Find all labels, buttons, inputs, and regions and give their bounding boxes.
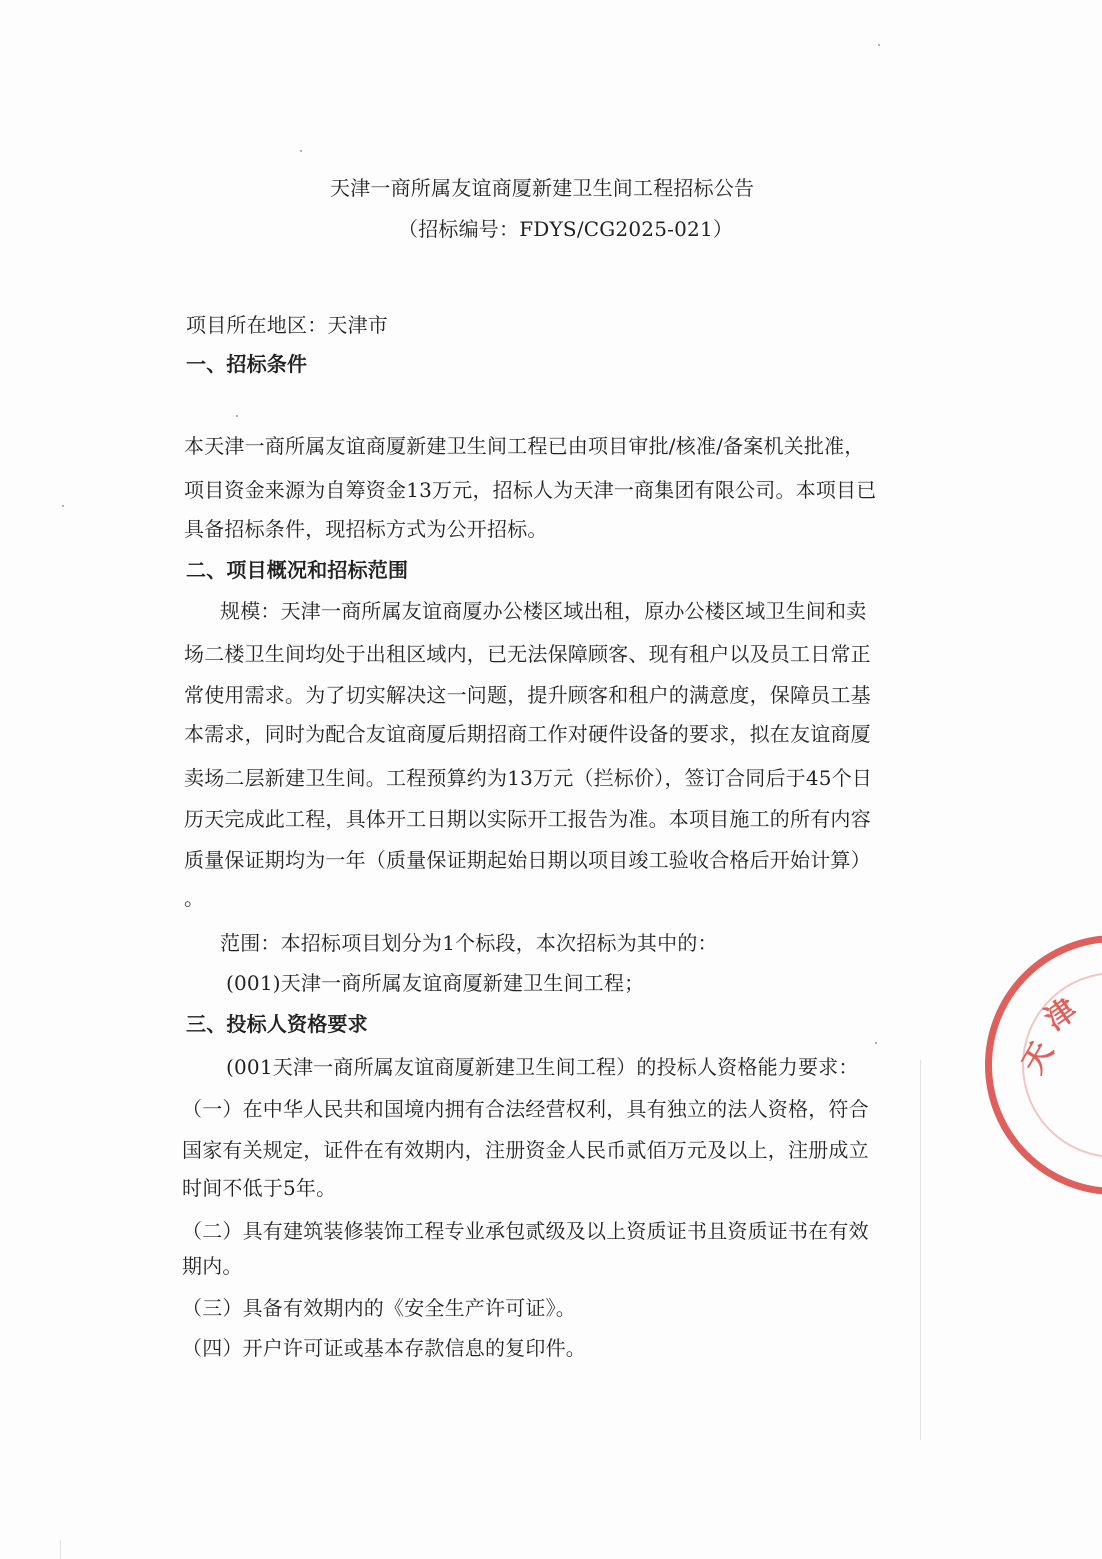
paragraph-line: 质量保证期均为一年（质量保证期起始日期以项目竣工验收合格后开始计算） (184, 848, 871, 872)
requirement-line: （四）开户许可证或基本存款信息的复印件。 (182, 1336, 586, 1360)
document-subtitle: （招标编号：FDYS/CG2025-021） (398, 217, 734, 241)
paragraph-line: 规模：天津一商所属友谊商厦办公楼区域出租，原办公楼区域卫生间和卖 (220, 599, 867, 623)
official-seal-stamp (985, 935, 1102, 1195)
seal-char: 天 (1015, 1036, 1061, 1080)
paragraph-line: 常使用需求。为了切实解决这一问题，提升顾客和租户的满意度，保障员工基 (184, 683, 871, 707)
section-heading-conditions: 一、招标条件 (186, 352, 308, 376)
scan-speck (300, 150, 302, 152)
section-heading-overview: 二、项目概况和招标范围 (186, 558, 409, 582)
lot-line: (001)天津一商所属友谊商厦新建卫生间工程； (226, 971, 645, 995)
scan-speck (875, 1042, 877, 1044)
paragraph-line: 历天完成此工程，具体开工日期以实际开工报告为准。本项目施工的所有内容 (184, 807, 871, 831)
paragraph-line: 项目资金来源为自筹资金13万元，招标人为天津一商集团有限公司。本项目已 (184, 478, 877, 502)
requirement-line: 国家有关规定，证件在有效期内，注册资金人民币贰佰万元及以上，注册成立 (182, 1138, 869, 1162)
paragraph-line: 具备招标条件，现招标方式为公开招标。 (184, 517, 548, 541)
paragraph-line: 。 (184, 886, 205, 910)
scan-speck (878, 44, 880, 46)
requirement-line: （一）在中华人民共和国境内拥有合法经营权利，具有独立的法人资格，符合 (182, 1097, 869, 1121)
seal-char: 津 (1038, 991, 1084, 1038)
paragraph-line: 本天津一商所属友谊商厦新建卫生间工程已由项目审批/核准/备案机关批准， (184, 434, 865, 458)
paragraph-line: 场二楼卫生间均处于出租区域内，已无法保障顾客、现有租户以及员工日常正 (184, 642, 871, 666)
project-region: 项目所在地区：天津市 (186, 313, 388, 337)
requirement-line: 期内。 (182, 1254, 243, 1278)
paragraph-line: 卖场二层新建卫生间。工程预算约为13万元（拦标价），签订合同后于45个日 (184, 766, 873, 790)
scope-line: 范围：本招标项目划分为1个标段，本次招标为其中的： (220, 931, 718, 955)
section-heading-qualifications: 三、投标人资格要求 (186, 1012, 368, 1036)
qualification-intro: (001天津一商所属友谊商厦新建卫生间工程）的投标人资格能力要求： (226, 1055, 859, 1079)
scan-speck (236, 415, 238, 417)
scan-speck (62, 505, 64, 507)
scan-edge-line (920, 1060, 921, 1440)
scan-edge-line (60, 1540, 61, 1559)
requirement-line: （二）具有建筑装修装饰工程专业承包贰级及以上资质证书且资质证书在有效 (182, 1219, 869, 1243)
requirement-line: （三）具备有效期内的《安全生产许可证》。 (182, 1296, 576, 1320)
requirement-line: 时间不低于5年。 (182, 1176, 337, 1200)
paragraph-line: 本需求，同时为配合友谊商厦后期招商工作对硬件设备的要求，拟在友谊商厦 (184, 722, 871, 746)
document-title: 天津一商所属友谊商厦新建卫生间工程招标公告 (330, 176, 755, 200)
